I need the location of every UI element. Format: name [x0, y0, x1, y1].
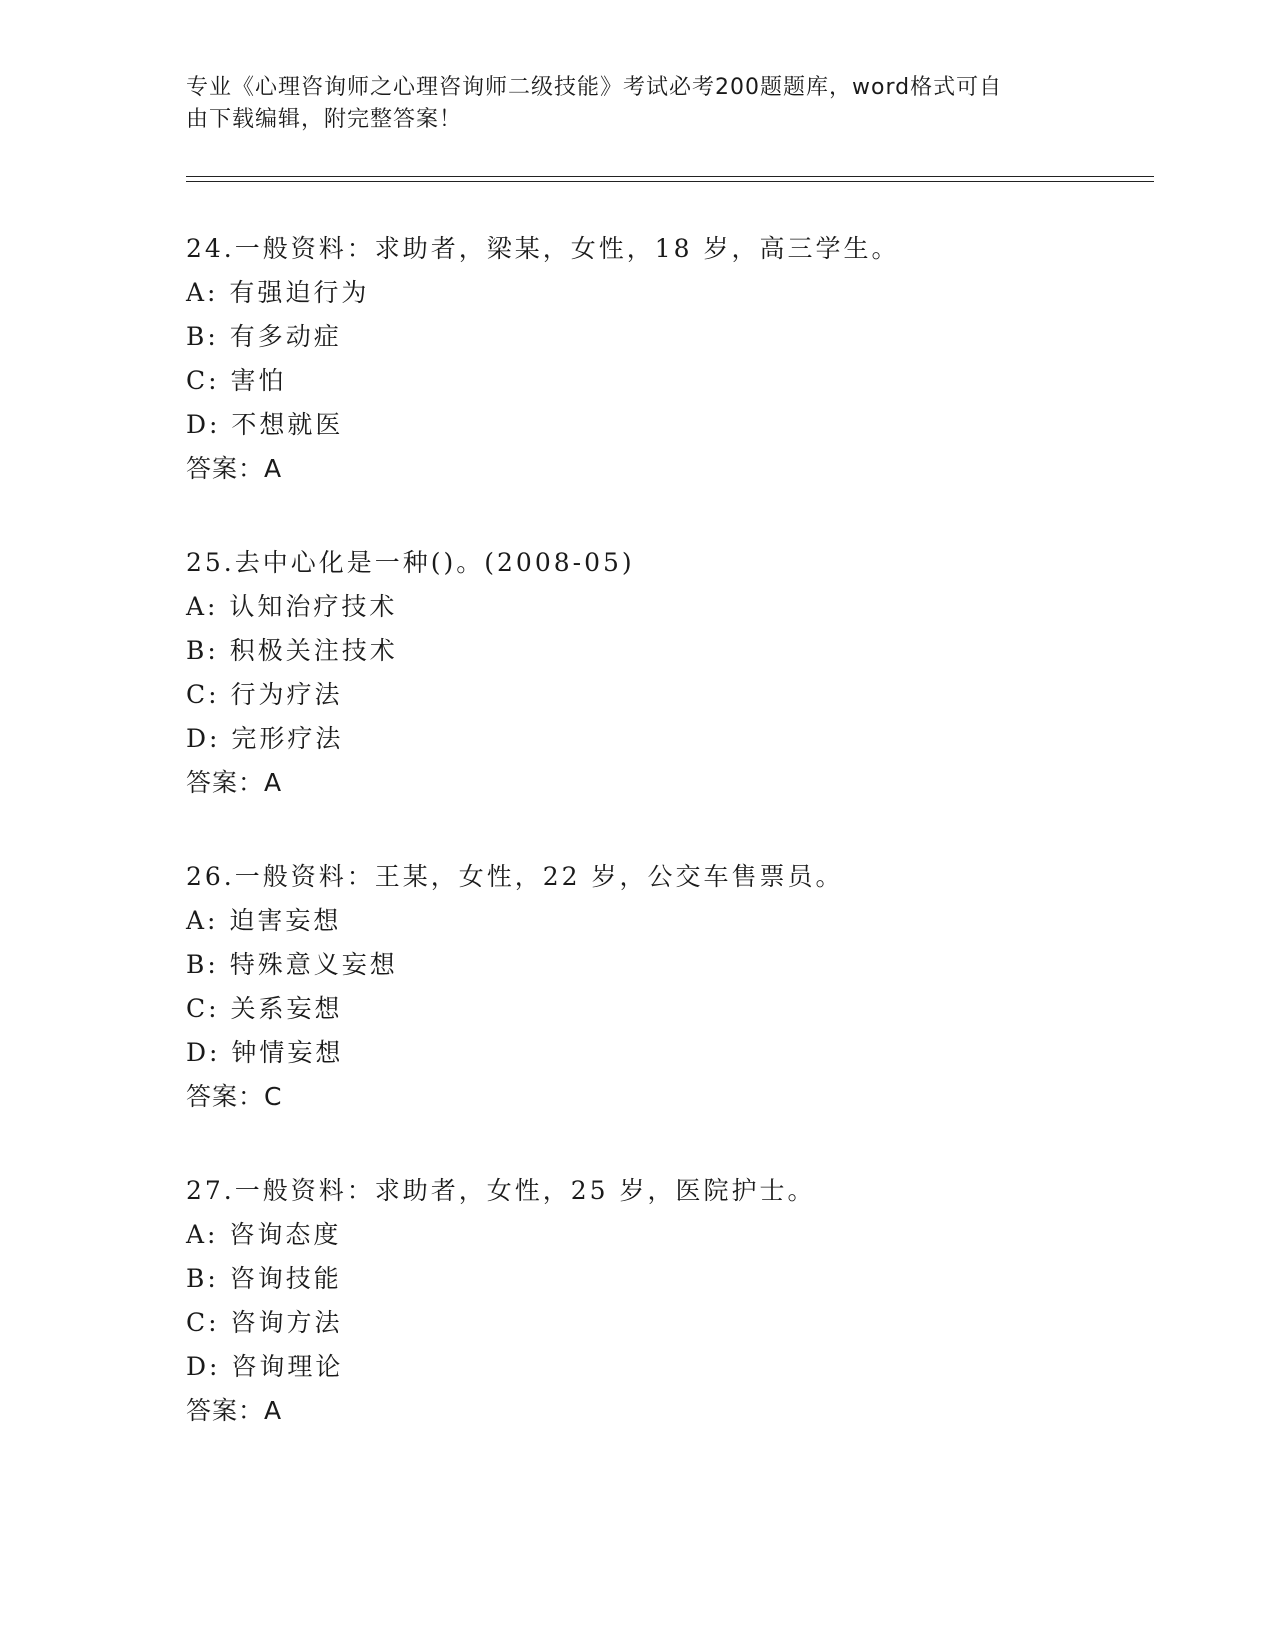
option-c: C: 咨询方法 — [186, 1308, 343, 1337]
option-d: D: 咨询理论 — [186, 1352, 344, 1381]
header-divider-bottom — [186, 181, 1154, 182]
option-c: C: 行为疗法 — [186, 680, 343, 709]
option-c: C: 关系妄想 — [186, 994, 343, 1023]
option-c: C: 害怕 — [186, 366, 287, 395]
answer-label: 答案：A — [186, 454, 283, 483]
option-d: D: 钟情妄想 — [186, 1038, 344, 1067]
option-b: B: 有多动症 — [186, 322, 342, 351]
answer-label: 答案：A — [186, 768, 283, 797]
question-stem: 27.一般资料：求助者，女性，25 岁，医院护士。 — [186, 1176, 816, 1205]
option-d: D: 完形疗法 — [186, 724, 344, 753]
option-a: A: 迫害妄想 — [186, 906, 342, 935]
option-a: A: 咨询态度 — [186, 1220, 342, 1249]
option-b: B: 特殊意义妄想 — [186, 950, 398, 979]
option-b: B: 咨询技能 — [186, 1264, 342, 1293]
header-divider-top — [186, 176, 1154, 177]
header-line-1: 专业《心理咨询师之心理咨询师二级技能》考试必考200题题库，word格式可自 — [186, 75, 1003, 100]
option-d: D: 不想就医 — [186, 410, 344, 439]
document-header — [186, 72, 1066, 136]
question-stem: 26.一般资料：王某，女性，22 岁，公交车售票员。 — [186, 862, 844, 891]
option-b: B: 积极关注技术 — [186, 636, 398, 665]
question-stem: 25.去中心化是一种()。(2008-05) — [186, 548, 635, 577]
answer-label: 答案：C — [186, 1082, 283, 1111]
answer-label: 答案：A — [186, 1396, 283, 1425]
option-a: A: 认知治疗技术 — [186, 592, 398, 621]
option-a: A: 有强迫行为 — [186, 278, 370, 307]
header-line-2: 由下载编辑，附完整答案！ — [186, 107, 463, 132]
question-stem: 24.一般资料：求助者，梁某，女性，18 岁，高三学生。 — [186, 234, 900, 263]
